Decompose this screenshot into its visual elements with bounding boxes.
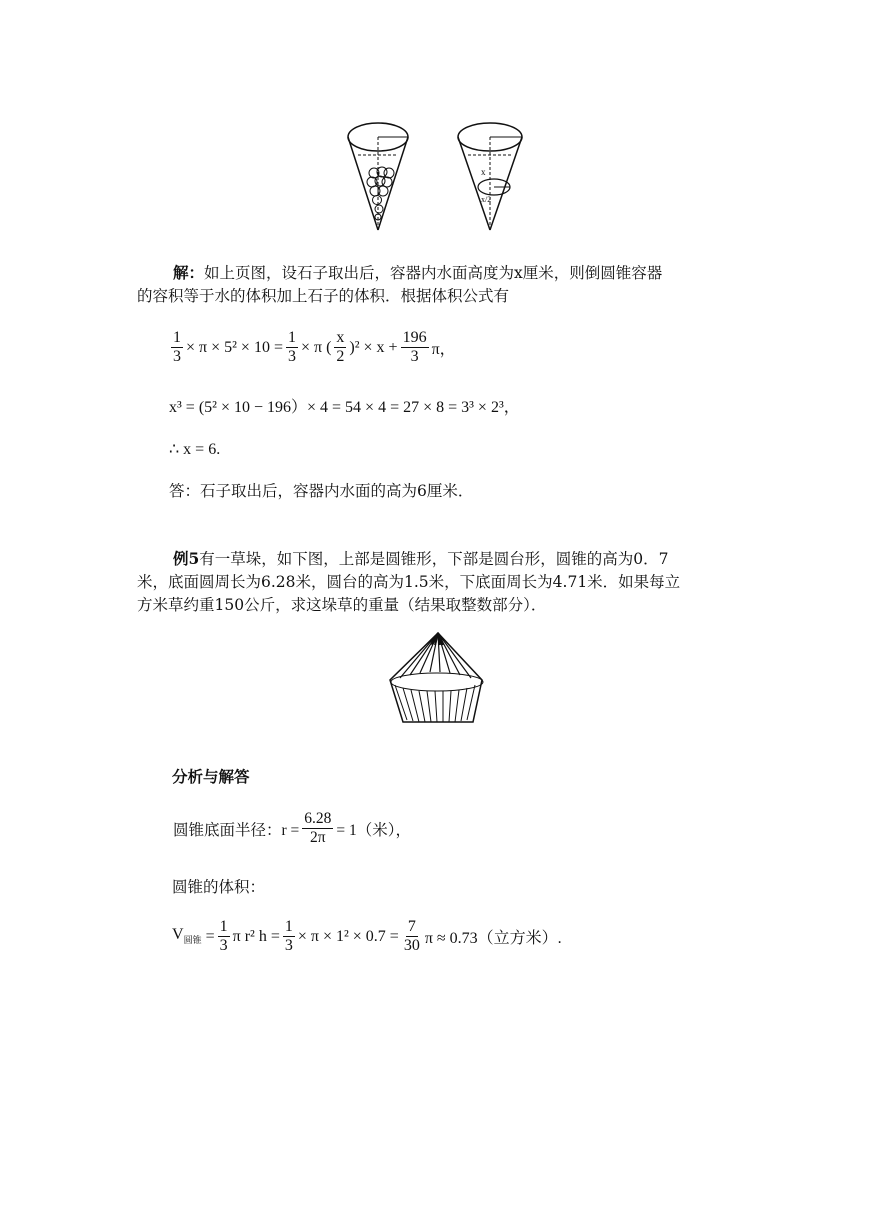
equation-1-mid: × π ( [300,338,332,356]
equation-1-end: π， [431,341,456,358]
cone-with-stones [348,123,408,230]
volume-symbol [172,926,202,946]
solution-line-1 [137,261,662,285]
equation-3: ∴ x = 6. [169,441,221,458]
solution-line-1-text: 如上页图，设石子取出后，容器内水面高度为x厘米，则倒圆锥容器 [204,264,663,282]
fraction-denominator: 3 [219,937,228,954]
analysis-heading: 分析与解答 [172,767,250,786]
fraction-numerator: 6.28 [304,810,332,827]
fraction-numerator: 1 [287,329,296,346]
example-5-line-1-text: 有一草垛，如下图，上部是圆锥形，下部是圆台形，圆锥的高为0．7 [199,550,669,568]
fraction-denominator: 3 [284,937,293,954]
solution-label: 解： [173,263,205,282]
equation-1 [168,329,456,366]
volume-subscript: 圆锥 [183,935,202,946]
fraction-denominator: 3 [410,348,419,365]
radius-suffix: = 1（米）， [336,821,412,839]
radius-prefix: 圆锥底面半径：r = [173,821,300,839]
example-5-line-3: 方米草约重150公斤，求这垛草的重量（结果取整数部分）． [137,596,547,614]
answer-line: 答：石子取出后，容器内水面的高为6厘米． [169,482,474,500]
fraction-one-third-b [283,918,295,955]
fraction-x-half [334,329,346,366]
example-5-line-2: 米，底面圆周长为6.28米，圆台的高为1.5米，下底面周长为4.71米．如果每立 [137,573,681,591]
fraction-numerator: 1 [219,918,228,935]
example-5-line-1 [137,547,680,571]
fraction-628-over-2pi [302,810,333,847]
equation-1-tail: )² × x + [349,338,398,356]
half-x-marker-label: x/2 [481,195,492,204]
fraction-numerator: 7 [407,918,416,935]
volume-eq-sign: = [205,927,215,945]
example-5-paragraph [137,547,680,617]
volume-v: V [172,926,184,944]
volume-part-2: × π × 1² × 0.7 = [297,927,399,945]
cones-svg [340,115,540,235]
fraction-196-third [401,329,429,366]
fraction-denominator: 2π [310,829,326,846]
haystack-svg [385,630,485,730]
fraction-denominator: 30 [403,937,420,954]
cone-figures [340,115,540,235]
volume-part-1: π r² h = [232,927,280,945]
volume-part-3: π ≈ 0.73（立方米）. [424,930,562,947]
x-marker-label: x [481,167,486,177]
fraction-denominator: 3 [173,348,181,365]
fraction-denominator: 2 [336,348,345,365]
solution-paragraph [137,261,662,308]
haystack-figure [385,630,485,730]
fraction-numerator: x [336,329,345,346]
fraction-numerator: 1 [173,329,181,346]
radius-equation [173,810,411,847]
fraction-one-third [171,329,183,366]
cone-with-water-level [458,123,522,230]
equation-1-lhs: × π × 5² × 10 = [186,338,283,356]
volume-label: 圆锥的体积： [172,878,266,896]
solution-line-2: 的容积等于水的体积加上石子的体积．根据体积公式有 [137,287,510,305]
fraction-numerator: 196 [402,329,427,346]
fraction-seven-thirtieths [402,918,422,955]
fraction-one-third-2 [286,329,298,366]
volume-equation [172,918,562,955]
example-5-label: 例5 [173,549,200,568]
fraction-one-third-a [218,918,230,955]
fraction-denominator: 3 [287,348,296,365]
fraction-numerator: 1 [284,918,293,935]
equation-2: x³ = (5² × 10 − 196）× 4 = 54 × 4 = 27 × 8 = 3³ × 2³， [169,399,520,416]
